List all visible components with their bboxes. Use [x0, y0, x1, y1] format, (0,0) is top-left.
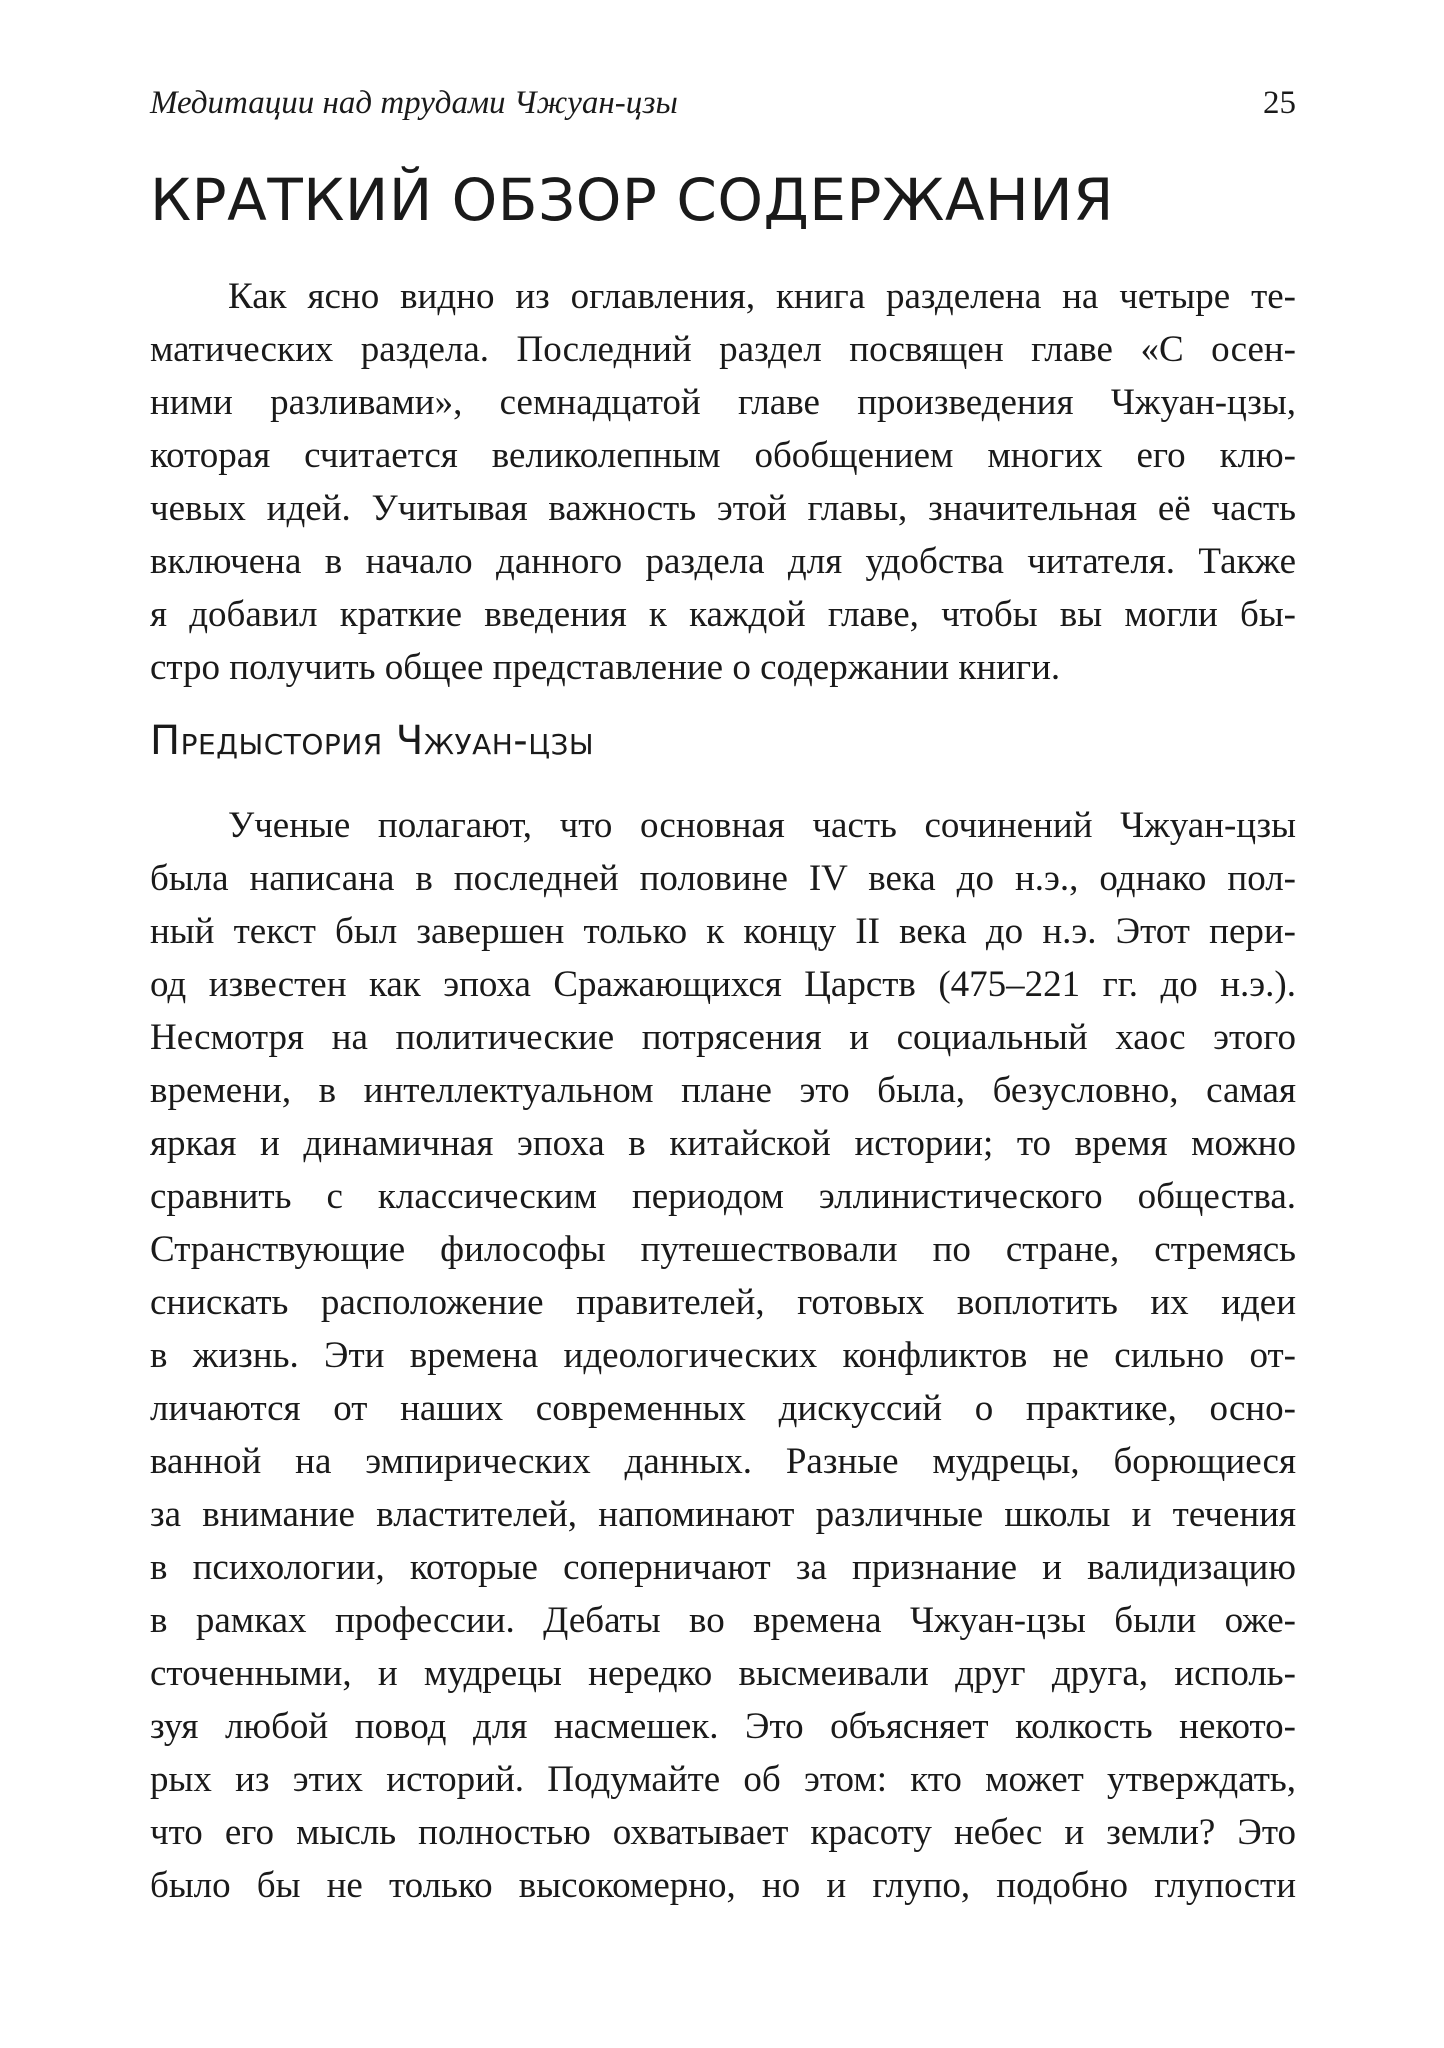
running-title: Медитации над трудами Чжуан-цзы: [150, 85, 678, 121]
text-line: в психологии, которые соперничают за признание и валидизацию: [150, 1547, 1296, 1588]
text-line: од известен как эпоха Сражающихся Царств (475–221 гг. до н.э.).: [150, 964, 1296, 1005]
text-line: Странствующие философы путешествовали по стране, стремясь: [150, 1229, 1296, 1270]
text-line: Ученые полагают, что основная часть сочинений Чжуан-цзы: [228, 805, 1296, 846]
page-number: 25: [1263, 85, 1296, 121]
paragraph-background: [150, 799, 1296, 1912]
text-line: времени, в интеллектуальном плане это была, безусловно, самая: [150, 1070, 1296, 1111]
text-line: включена в начало данного раздела для удобства читателя. Также: [150, 541, 1296, 582]
text-line: которая считается великолепным обобщением многих его клю-: [150, 435, 1296, 476]
text-line: Как ясно видно из оглавления, книга разделена на четыре те-: [228, 276, 1296, 317]
text-line: яркая и динамичная эпоха в китайской истории; то время можно: [150, 1123, 1296, 1164]
text-line: зуя любой повод для насмешек. Это объясняет колкость некото-: [150, 1706, 1296, 1747]
text-line: матических раздела. Последний раздел посвящен главе «С осен-: [150, 329, 1296, 370]
text-line: чевых идей. Учитывая важность этой главы, значительная её часть: [150, 488, 1296, 529]
text-line: было бы не только высокомерно, но и глупо, подобно глупости: [150, 1865, 1296, 1906]
text-line: снискать расположение правителей, готовых воплотить их идеи: [150, 1282, 1296, 1323]
text-line: рых из этих историй. Подумайте об этом: кто может утверждать,: [150, 1759, 1296, 1800]
text-line: ванной на эмпирических данных. Разные мудрецы, борющиеся: [150, 1441, 1296, 1482]
text-line: сравнить с классическим периодом эллинистического общества.: [150, 1176, 1296, 1217]
running-header: [150, 78, 1296, 128]
section-heading: Предыстория Чжуан-цзы: [150, 718, 595, 764]
text-line: в жизнь. Эти времена идеологических конфликтов не сильно от-: [150, 1335, 1296, 1376]
text-line: я добавил краткие введения к каждой главе, чтобы вы могли бы-: [150, 594, 1296, 635]
text-line: стро получить общее представление о содержании книги.: [150, 647, 1061, 688]
chapter-title: КРАТКИЙ ОБЗОР СОДЕРЖАНИЯ: [150, 166, 1114, 234]
paragraph-summary: [150, 270, 1296, 694]
text-line: за внимание властителей, напоминают различные школы и течения: [150, 1494, 1296, 1535]
text-line: ный текст был завершен только к концу II века до н.э. Этот пери-: [150, 911, 1296, 952]
text-line: в рамках профессии. Дебаты во времена Чжуан-цзы были оже-: [150, 1600, 1296, 1641]
text-line: личаются от наших современных дискуссий о практике, осно-: [150, 1388, 1296, 1429]
text-line: что его мысль полностью охватывает красоту небес и земли? Это: [150, 1812, 1296, 1853]
text-line: Несмотря на политические потрясения и социальный хаос этого: [150, 1017, 1296, 1058]
text-line: сточенными, и мудрецы нередко высмеивали друг друга, исполь-: [150, 1653, 1296, 1694]
text-line: ними разливами», семнадцатой главе произведения Чжуан-цзы,: [150, 382, 1296, 423]
text-line: была написана в последней половине IV века до н.э., однако пол-: [150, 858, 1296, 899]
